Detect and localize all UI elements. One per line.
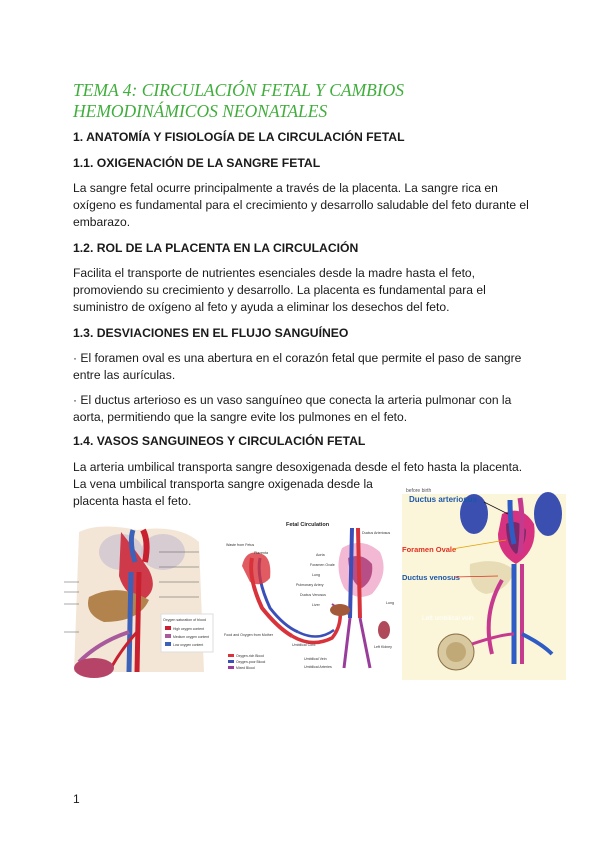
legend-title-left: Oxygen saturation of blood [163, 618, 206, 622]
label-waste-from-fetus: Waste from Fetus [226, 543, 255, 547]
section-1-2-paragraph: Facilita el transporte de nutrientes esenciales desde la madre hasta el feto, promoviendo su crecimiento y desarrollo. La placenta es fundamental para el suministro de oxígeno al feto y ayuda a eliminar los desechos del feto. [73, 266, 486, 315]
label-ductus-arteriosus: Ductus Arteriosus [362, 531, 391, 535]
label-lung-right: Lung [386, 601, 394, 605]
section-1-4-line-2: La vena umbilical transporta sangre oxigenada desde la [73, 477, 373, 491]
fetal-circulation-diagram [222, 518, 402, 680]
legend-oxygen-rich: Oxygen-rich Blood [236, 654, 264, 658]
section-1-3-heading: 1.3. DESVIACIONES EN EL FLUJO SANGUÍNEO [73, 326, 349, 340]
label-ductus-venosus-right: Ductus venosus [402, 573, 460, 582]
fetal-anatomy-figure [59, 522, 216, 680]
legend-item-low: Low oxygen content [173, 643, 204, 647]
label-ductus-venosus: Ductus Venosus [300, 593, 326, 597]
section-1-heading: 1. ANATOMÍA Y FISIOLOGÍA DE LA CIRCULACIÓN FETAL [73, 130, 405, 144]
legend-item-medium: Medium oxygen content [173, 635, 209, 639]
label-placenta: Placenta [254, 551, 268, 555]
label-foramen-ovale-right: Foramen Ovale [402, 545, 457, 554]
label-umbilical-cord: Umbilical Cord [292, 643, 316, 647]
section-1-3-bullet-1: · El foramen oval es una abertura en el corazón fetal que permite el paso de sangre entre las aurículas. [73, 351, 522, 383]
section-1-1-paragraph: La sangre fetal ocurre principalmente a través de la placenta. La sangre rica en oxígeno es fundamental para el crecimiento y desarrollo saludable del feto durante el embarazo. [73, 181, 529, 230]
section-1-3-bullet-2: · El ductus arterioso es un vaso sanguíneo que conecta la arteria pulmonar con la aorta, permitiendo que la sangre evite los pulmones en el feto. [73, 393, 512, 425]
section-1-4-heading: 1.4. VASOS SANGUINEOS Y CIRCULACIÓN FETAL [73, 434, 366, 448]
section-1-4-line-3: placenta hasta el feto. [73, 494, 192, 508]
label-umbilical-vein: Umbilical Vein [304, 657, 327, 661]
label-aorta: Aorta [316, 553, 325, 557]
legend-mixed: Mixed Blood [236, 666, 255, 670]
section-1-4-line-1: La arteria umbilical transporta sangre desoxigenada desde el feto hasta la placenta. [73, 460, 523, 474]
label-foramen-ovale: Foramen Ovale [310, 563, 335, 567]
section-1-2-heading: 1.2. ROL DE LA PLACENTA EN LA CIRCULACIÓN [73, 241, 359, 255]
section-1-1-heading: 1.1. OXIGENACIÓN DE LA SANGRE FETAL [73, 156, 321, 170]
label-liver: Liver [312, 603, 320, 607]
label-ductus-arteriosus-right: Ductus arteriosus [409, 495, 478, 504]
before-birth-diagram [402, 484, 566, 680]
document-title: TEMA 4: CIRCULACIÓN FETAL Y CAMBIOS HEMODINÁMICOS NEONATALES [73, 80, 405, 121]
label-pulmonary-artery: Pulmonary Artery [296, 583, 324, 587]
label-food-and-oxygen: Food and Oxygen from Mother [224, 633, 273, 637]
legend-oxygen-poor: Oxygen-poor Blood [236, 660, 266, 664]
label-lung: Lung [312, 573, 320, 577]
legend-item-high: High oxygen content [173, 627, 204, 631]
label-umbilical-arteries: Umbilical Arteries [304, 665, 332, 669]
page-number: 1 [73, 792, 80, 806]
label-left-umbilical-vein: Left umbilical vein [422, 615, 474, 622]
caption-before-birth: before birth [406, 488, 432, 494]
diagram-title: Fetal Circulation [286, 522, 330, 528]
label-left-kidney: Left Kidney [374, 645, 392, 649]
